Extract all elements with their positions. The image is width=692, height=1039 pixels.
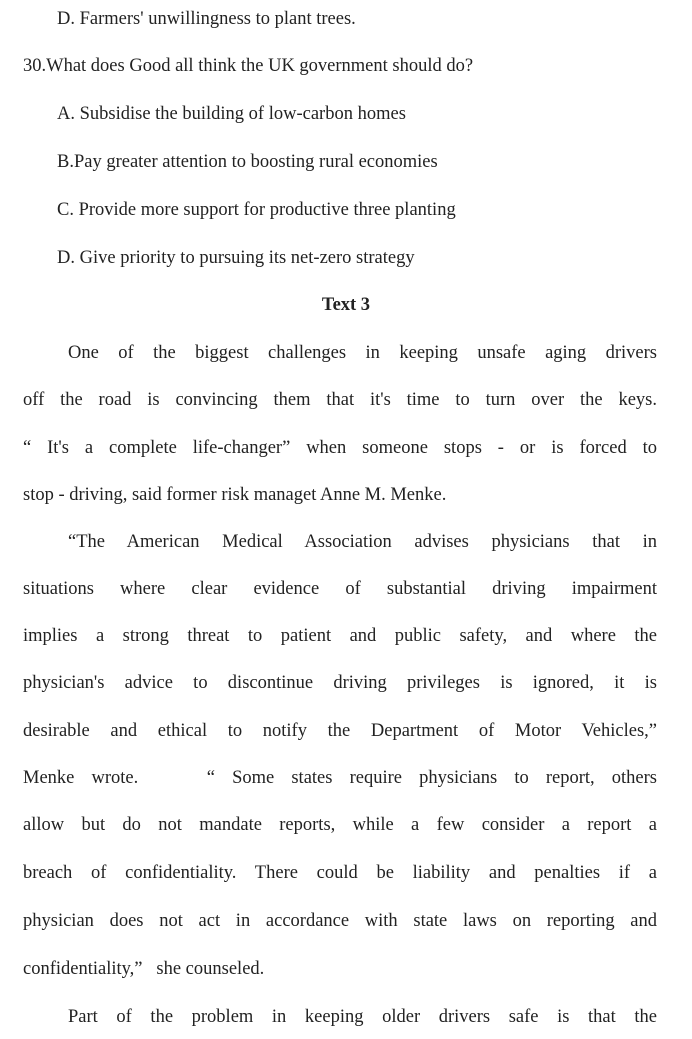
q30-option-d: D. Give priority to pursuing its net-zero strategy: [57, 248, 415, 268]
body-line: confidentiality,” she counseled.: [23, 959, 265, 979]
body-line: stop - driving, said former risk managet Anne M. Menke.: [23, 485, 447, 505]
q30-option-c: C. Provide more support for productive three planting: [57, 200, 456, 220]
q29-option-d: D. Farmers' unwillingness to plant trees.: [57, 9, 356, 29]
body-line: Part of the problem in keeping older drivers safe is that the: [68, 1007, 657, 1027]
body-line: “ It's a complete life-changer” when someone stops - or is forced to: [23, 438, 657, 458]
q30-stem: 30.What does Good all think the UK government should do?: [23, 56, 474, 76]
body-line: physician does not act in accordance with state laws on reporting and: [23, 911, 657, 931]
body-line: off the road is convincing them that it's time to turn over the keys.: [23, 390, 657, 410]
body-line: implies a strong threat to patient and public safety, and where the: [23, 626, 657, 646]
body-line: “The American Medical Association advises physicians that in: [68, 532, 657, 552]
body-line: desirable and ethical to notify the Department of Motor Vehicles,”: [23, 721, 657, 741]
body-line: physician's advice to discontinue driving privileges is ignored, it is: [23, 673, 657, 693]
body-line: breach of confidentiality. There could be liability and penalties if a: [23, 863, 657, 883]
body-line: situations where clear evidence of substantial driving impairment: [23, 579, 657, 599]
body-line: One of the biggest challenges in keeping unsafe aging drivers: [68, 343, 657, 363]
q30-option-a: A. Subsidise the building of low-carbon homes: [57, 104, 406, 124]
text3-title: Text 3: [321, 295, 371, 315]
body-line: allow but do not mandate reports, while a few consider a report a: [23, 815, 657, 835]
body-line: Menke wrote. “ Some states require physicians to report, others: [23, 768, 657, 788]
q30-option-b: B.Pay greater attention to boosting rural economies: [57, 152, 438, 172]
